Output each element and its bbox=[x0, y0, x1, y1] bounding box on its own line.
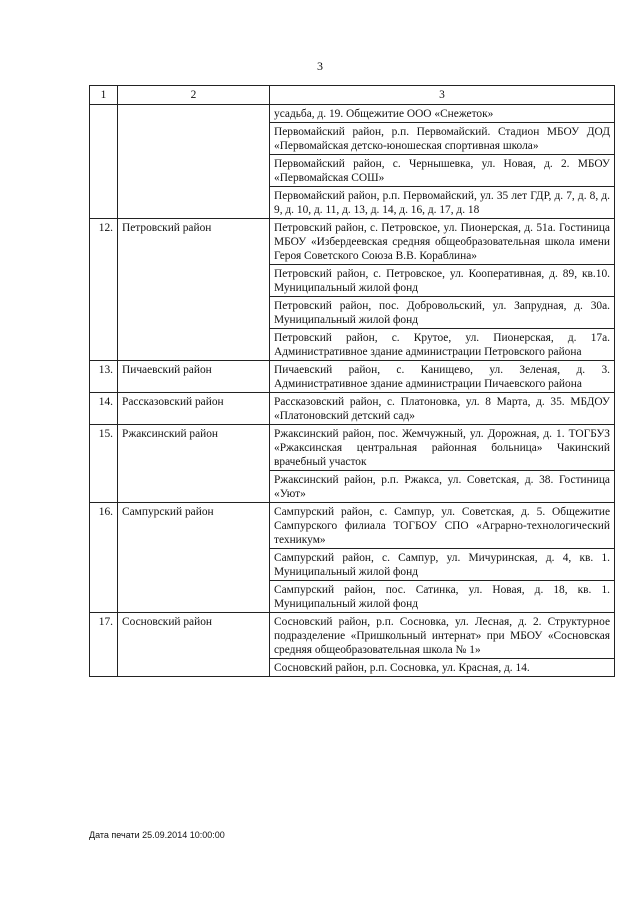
address-cell: Сампурский район, с. Сампур, ул. Советская, д. 5. Общежитие Сампурского филиала ТОГБОУ СПО «Аграрно-технологический техникум» bbox=[270, 503, 615, 549]
address-cell: Петровский район, с. Петровское, ул. Пионерская, д. 51а. Гостиница МБОУ «Избердеевская средняя общеобразовательная школа имени Героя Советского Союза В.В. Кораблина» bbox=[270, 219, 615, 265]
page-number: 3 bbox=[317, 59, 323, 73]
address-cell: Сосновский район, р.п. Сосновка, ул. Лесная, д. 2. Структурное подразделение «Пришкольный интернат» при МБОУ «Сосновская средняя общеобразовательная школа № 1» bbox=[270, 613, 615, 659]
print-date: Дата печати 25.09.2014 10:00:00 bbox=[89, 830, 225, 840]
address-cell: Петровский район, с. Петровское, ул. Кооперативная, д. 89, кв.10. Муниципальный жилой фонд bbox=[270, 265, 615, 297]
address-cell: Рассказовский район, с. Платоновка, ул. 8 Марта, д. 35. МБДОУ «Платоновский детский сад» bbox=[270, 393, 615, 425]
row-number bbox=[90, 105, 118, 219]
district-name: Сампурский район bbox=[118, 503, 270, 613]
table-row bbox=[90, 361, 615, 393]
address-cell: Первомайский район, р.п. Первомайский, ул. 35 лет ГДР, д. 7, д. 8, д. 9, д. 10, д. 11, д. 13, д. 14, д. 16, д. 17, д. 18 bbox=[270, 187, 615, 219]
address-cell: усадьба, д. 19. Общежитие ООО «Снежеток» bbox=[270, 105, 615, 123]
district-name: Петровский район bbox=[118, 219, 270, 361]
address-cell: Петровский район, с. Крутое, ул. Пионерская, д. 17а. Административное здание администрации Петровского района bbox=[270, 329, 615, 361]
district-name: Ржаксинский район bbox=[118, 425, 270, 503]
address-cell: Ржаксинский район, пос. Жемчужный, ул. Дорожная, д. 1. ТОГБУЗ «Ржаксинская центральная районная больница» Чакинский врачебный участок bbox=[270, 425, 615, 471]
table-row bbox=[90, 219, 615, 265]
header-col-1: 1 bbox=[90, 86, 118, 105]
address-cell: Петровский район, пос. Добровольский, ул. Запрудная, д. 30а. Муниципальный жилой фонд bbox=[270, 297, 615, 329]
address-cell: Сосновский район, р.п. Сосновка, ул. Красная, д. 14. bbox=[270, 659, 615, 677]
address-cell: Ржаксинский район, р.п. Ржакса, ул. Советская, д. 38. Гостиница «Уют» bbox=[270, 471, 615, 503]
district-name: Сосновский район bbox=[118, 613, 270, 677]
table-row bbox=[90, 613, 615, 659]
row-number: 14. bbox=[90, 393, 118, 425]
table-row bbox=[90, 393, 615, 425]
header-col-2: 2 bbox=[118, 86, 270, 105]
district-name: Рассказовский район bbox=[118, 393, 270, 425]
table-row bbox=[90, 425, 615, 471]
header-row bbox=[90, 86, 615, 105]
district-name bbox=[118, 105, 270, 219]
address-cell: Сампурский район, пос. Сатинка, ул. Новая, д. 18, кв. 1. Муниципальный жилой фонд bbox=[270, 581, 615, 613]
district-name: Пичаевский район bbox=[118, 361, 270, 393]
row-number: 17. bbox=[90, 613, 118, 677]
row-number: 13. bbox=[90, 361, 118, 393]
table-body bbox=[90, 105, 615, 677]
address-cell: Первомайский район, с. Чернышевка, ул. Новая, д. 2. МБОУ «Первомайская СОШ» bbox=[270, 155, 615, 187]
row-number: 16. bbox=[90, 503, 118, 613]
address-cell: Пичаевский район, с. Канищево, ул. Зеленая, д. 3. Административное здание администрации Пичаевского района bbox=[270, 361, 615, 393]
address-cell: Первомайский район, р.п. Первомайский. Стадион МБОУ ДОД «Первомайская детско-юношеская спортивная школа» bbox=[270, 123, 615, 155]
row-number: 15. bbox=[90, 425, 118, 503]
facilities-table bbox=[89, 85, 615, 677]
header-col-3: 3 bbox=[270, 86, 615, 105]
table-row bbox=[90, 503, 615, 549]
row-number: 12. bbox=[90, 219, 118, 361]
table-row bbox=[90, 105, 615, 123]
address-cell: Сампурский район, с. Сампур, ул. Мичуринская, д. 4, кв. 1. Муниципальный жилой фонд bbox=[270, 549, 615, 581]
